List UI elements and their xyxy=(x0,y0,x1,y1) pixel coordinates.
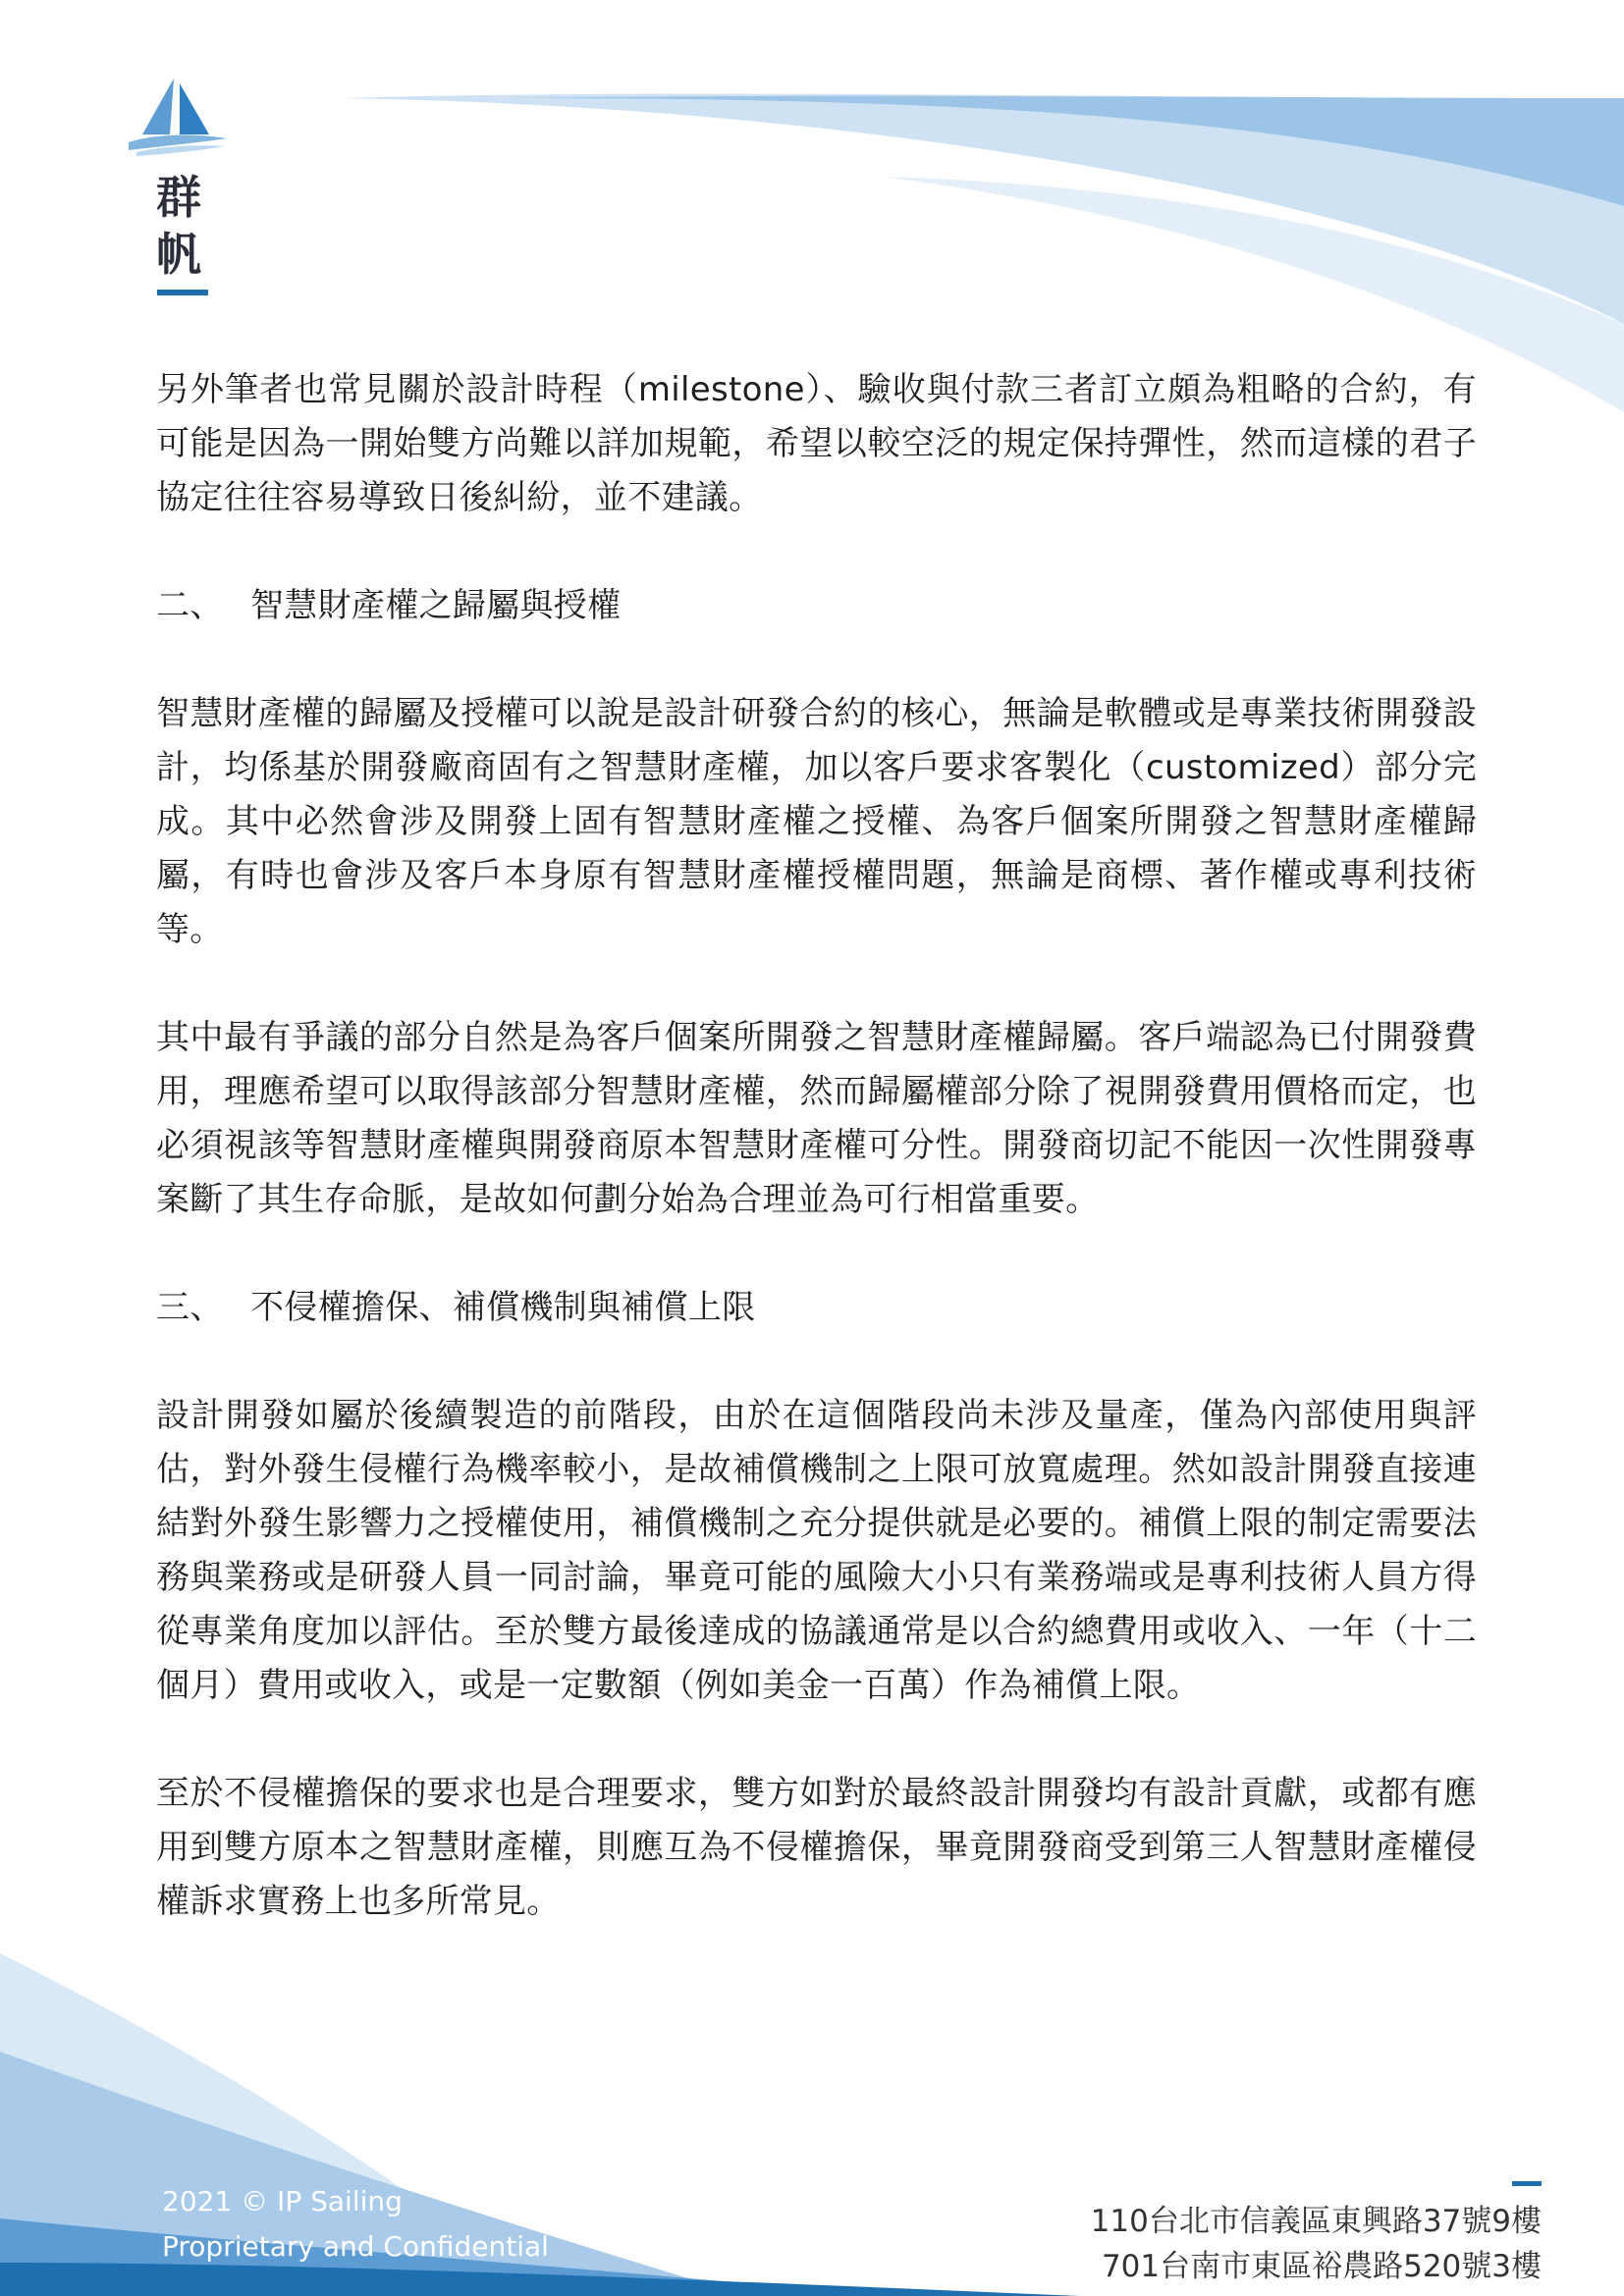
footer-accent-bar xyxy=(1512,2181,1542,2186)
paragraph-ip-dispute: 其中最有爭議的部分自然是為客戶個案所開發之智慧財產權歸屬。客戶端認為已付開發費用，理應希望可以取得該部分智慧財產權，然而歸屬權部分除了視開發費用價格而定，也必須視該等智慧財產權與開發商原本智慧財產權可分性。開發商切記不能因一次性開發專案斷了其生存命脈，是故如何劃分始為合理並為可行相當重要。 xyxy=(156,1018,1477,1219)
brand-char-2: 帆 xyxy=(156,228,201,281)
brand-underline xyxy=(157,290,208,295)
address-tainan: 701台南市東區裕農路520號3樓 xyxy=(1101,2249,1542,2284)
footer-copyright-block xyxy=(162,2179,549,2269)
address-taipei: 110台北市信義區東興路37號9樓 xyxy=(1090,2204,1542,2239)
brand-name xyxy=(156,169,211,283)
confidential-text: Proprietary and Confidential xyxy=(162,2230,549,2263)
section-number: 三、 xyxy=(156,1288,224,1327)
brand-char-1: 群 xyxy=(156,171,201,224)
paragraph-ip-ownership: 智慧財產權的歸屬及授權可以說是設計研發合約的核心，無論是軟體或是專業技術開發設計，均係基於開發廠商固有之智慧財產權，加以客戶要求客製化（customized）部分完成。其中必然會涉及開發上固有智慧財產權之授權、為客戶個案所開發之智慧財產權歸屬，有時也會涉及客戶本身原有智慧財產權授權問題，無論是商標、著作權或專利技術等。 xyxy=(156,694,1477,949)
section-title: 不侵權擔保、補償機制與補償上限 xyxy=(250,1288,756,1327)
article-body xyxy=(156,363,1477,1929)
paragraph-compensation: 設計開發如屬於後續製造的前階段，由於在這個階段尚未涉及量產，僅為內部使用與評估，對外發生侵權行為機率較小，是故補償機制之上限可放寬處理。然如設計開發直接連結對外發生影響力之授權使用，補償機制之充分提供就是必要的。補償上限的制定需要法務與業務或是研發人員一同討論，畢竟可能的風險大小只有業務端或是專利技術人員方得從專業角度加以評估。至於雙方最後達成的協議通常是以合約總費用或收入、一年（十二個月）費用或收入，或是一定數額（例如美金一百萬）作為補償上限。 xyxy=(156,1396,1477,1705)
section-heading-ip xyxy=(156,579,1477,633)
section-title: 智慧財產權之歸屬與授權 xyxy=(250,586,622,625)
sailboat-icon xyxy=(123,74,231,157)
section-heading-indemnity xyxy=(156,1281,1477,1335)
paragraph-milestone: 另外筆者也常見關於設計時程（milestone）、驗收與付款三者訂立頗為粗略的合約，有可能是因為一開始雙方尚難以詳加規範，希望以較空泛的規定保持彈性，然而這樣的君子協定往往容易導致日後糾紛，並不建議。 xyxy=(156,370,1477,517)
copyright-text: 2021 © IP Sailing xyxy=(162,2185,403,2217)
footer-addresses xyxy=(1091,2199,1542,2289)
sailboat-logo xyxy=(123,74,231,157)
paragraph-non-infringement: 至於不侵權擔保的要求也是合理要求，雙方如對於最終設計開發均有設計貢獻，或都有應用到雙方原本之智慧財產權，則應互為不侵權擔保，畢竟開發商受到第三人智慧財產權侵權訴求實務上也多所常見。 xyxy=(156,1774,1477,1921)
section-number: 二、 xyxy=(156,586,224,625)
